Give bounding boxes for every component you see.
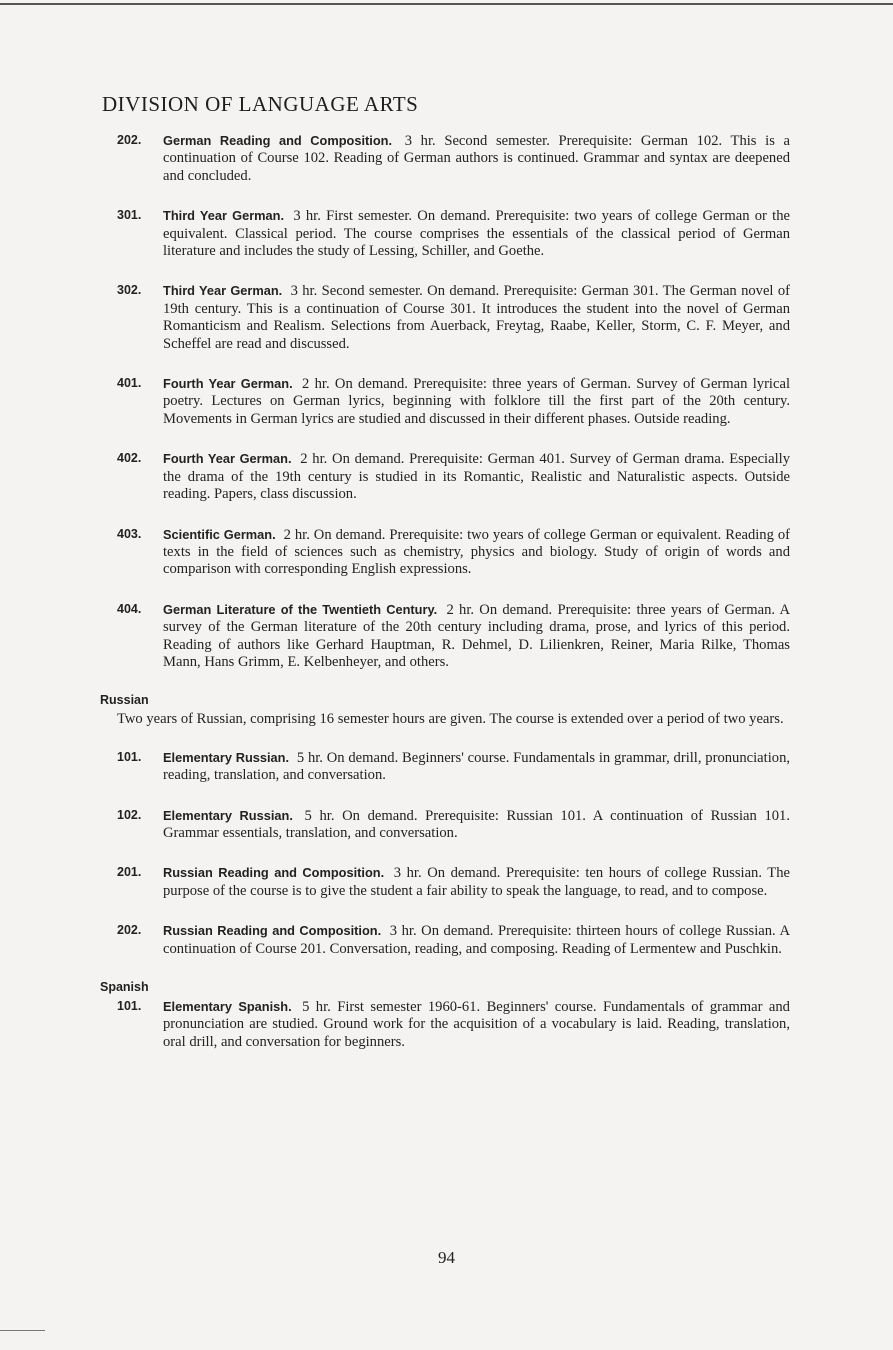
course-title: Russian Reading and Composition. [163, 923, 382, 939]
course-number: 404. [117, 601, 142, 616]
course-number: 301. [117, 208, 142, 223]
course-title: Third Year German. [163, 208, 285, 224]
spanish-course-list [100, 998, 790, 1051]
course-description: 3 hr. On demand. Prerequisite: ten hours of college Russian. The purpose of the course is to give the student a fair ability to speak the language, to read, and to compose. [163, 865, 790, 899]
course-description: 5 hr. First semester 1960-61. Beginners' course. Fundamentals of grammar and pronunciation are studied. Ground work for the acquisition of a vocabulary is laid. Reading, translation, oral drill, and conversation for beginners. [163, 999, 790, 1050]
course-description: 3 hr. On demand. Prerequisite: thirteen hours of college Russian. A continuation of Course 201. Conversation, reading, and composing. Reading of Lermentew and Puschkin. [163, 923, 790, 957]
course-description: 3 hr. First semester. On demand. Prerequisite: two years of college German or the equivalent. Classical period. The course comprises the essentials of the classical period of German literature and includes the study of Lessing, Schiller, and Goethe. [163, 208, 791, 260]
course-entry [100, 132, 790, 185]
course-description: 2 hr. On demand. Prerequisite: three years of German. Survey of German lyrical poetry. Lectures on German lyrics, beginning with folklore till the first part of the 20th century. Movements in German lyrics are studied and discussed in their different phases. Outside reading. [163, 376, 790, 427]
course-title: Fourth Year German. [163, 376, 293, 392]
course-description: 5 hr. On demand. Beginners' course. Fundamentals in grammar, drill, pronunciation, reading, translation, and conversation. [163, 749, 791, 784]
course-entry [100, 864, 790, 900]
course-title: Fourth Year German. [163, 451, 292, 467]
course-title: Third Year German. [163, 283, 283, 299]
course-title: Russian Reading and Composition. [163, 865, 385, 881]
course-number: 401. [117, 376, 142, 391]
course-title: Elementary Russian. [163, 749, 290, 765]
course-number: 102. [117, 807, 142, 822]
course-description: 2 hr. On demand. Prerequisite: three years of German. A survey of the German literature of the 20th century including drama, prose, and lyrics of this period. Reading of authors like Gerhard Hauptman, R. Dehmel, D. Lilienkren, Reiner, Maria Rilke, Thomas Mann, Hans Grimm, E. Kelbenheyer, and others. [163, 601, 790, 670]
russian-course-list [100, 749, 790, 958]
section-heading-spanish: Spanish [100, 980, 149, 994]
course-entry [100, 282, 790, 353]
course-description: 3 hr. Second semester. On demand. Prerequisite: German 301. The German novel of 19th century. This is a continuation of Course 301. It introduces the student into the novel of German Romanticism and Realism. Selections from Auerback, Freytag, Raabe, Keller, Storm, C. F. Meyer, and Scheffel are read and discussed. [163, 283, 790, 352]
course-description: 2 hr. On demand. Prerequisite: German 401. Survey of German drama. Especially the drama of the 19th century is studied in its Romantic, Realistic and Naturalistic aspects. Outside reading. Papers, class discussion. [163, 451, 790, 503]
course-description: 3 hr. Second semester. Prerequisite: German 102. This is a continuation of Course 102. Reading of German authors is continued. Grammar and syntax are deepened and concluded. [163, 133, 791, 184]
course-entry [100, 526, 790, 579]
top-rule [0, 3, 893, 5]
course-number: 202. [117, 133, 142, 147]
russian-intro: Two years of Russian, comprising 16 semester hours are given. The course is extended over a period of two years. [117, 711, 784, 728]
course-title: Elementary Spanish. [163, 999, 292, 1014]
course-number: 202. [117, 923, 142, 938]
page-number: 94 [438, 1248, 455, 1267]
course-entry [100, 450, 790, 503]
course-title: Scientific German. [163, 526, 276, 542]
course-title: Elementary Russian. [163, 807, 293, 823]
course-entry [100, 807, 790, 843]
course-entry [100, 207, 790, 260]
course-entry [100, 749, 790, 785]
course-entry [100, 922, 790, 958]
course-title: German Literature of the Twentieth Century. [163, 601, 438, 617]
page-body [100, 92, 790, 1073]
course-number: 201. [117, 865, 142, 880]
bottom-rule [0, 1330, 45, 1331]
course-title: German Reading and Composition. [163, 133, 393, 148]
course-number: 402. [117, 451, 142, 466]
german-course-list [100, 132, 790, 671]
course-entry [100, 375, 790, 428]
course-entry [100, 998, 790, 1051]
course-number: 403. [117, 526, 142, 541]
section-heading-russian: Russian [100, 693, 149, 708]
course-entry [100, 601, 790, 672]
page-heading: DIVISION OF LANGUAGE ARTS [102, 92, 419, 116]
course-description: 2 hr. On demand. Prerequisite: two years of college German or equivalent. Reading of texts in the field of sciences such as chemistry, physics and biology. Study of origin of words and comparison with corresponding English expressions. [163, 526, 790, 578]
course-number: 302. [117, 283, 142, 298]
course-description: 5 hr. On demand. Prerequisite: Russian 101. A continuation of Russian 101. Grammar essentials, translation, and conversation. [163, 807, 790, 841]
course-number: 101. [117, 999, 142, 1013]
course-number: 101. [117, 749, 142, 764]
